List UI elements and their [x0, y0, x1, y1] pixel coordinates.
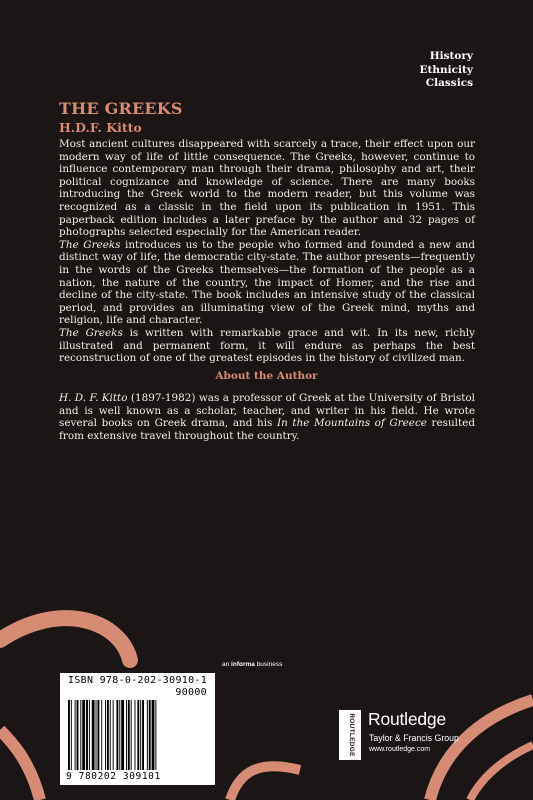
book-title-italic: In the Mountains of Greece	[276, 417, 427, 430]
book-title: THE GREEKS	[59, 99, 183, 118]
informa-suffix: business	[254, 661, 283, 668]
isbn-label: ISBN 978-0-202-30910-1	[68, 675, 208, 686]
publisher-name: Routledge	[368, 709, 446, 729]
publisher-block	[339, 710, 469, 770]
publisher-group: Taylor & Francis Group	[369, 733, 459, 743]
description-paragraph-3	[59, 327, 475, 365]
about-text-2: resulted from extensive travel throughout the country.	[59, 417, 475, 442]
description-text: is written with remarkable grace and wit. In its new, richly illustrated and permanent form, it will endure as perhaps the best reconstruction of one of the greatest episodes in the history of civilized man.	[59, 326, 475, 365]
title-italic: The Greeks	[59, 326, 123, 339]
informa-brand: informa	[231, 661, 255, 668]
informa-business-tag	[222, 661, 282, 668]
category-history: History	[429, 50, 473, 62]
category-classics: Classics	[425, 77, 473, 89]
book-author: H.D.F. Kitto	[59, 120, 142, 135]
title-italic: The Greeks	[59, 238, 121, 251]
routledge-logo-icon	[339, 710, 361, 760]
subject-categories	[420, 50, 473, 91]
description-text: introduces us to the people who formed and founded a new and distinct way of life, the democratic city-state. The author presents—frequently in the words of the Greeks themselves—the formation of the people as a nation, the nature of the country, the impact of Homer, and the rise and decline of the city-state. The book includes an intensive study of the classical period, and provides an illuminating view of the Greek mind, myths and religion, life and character.	[59, 238, 475, 327]
barcode-digits: 9 780202 309101	[66, 771, 161, 782]
barcode-panel	[60, 673, 215, 785]
description-paragraph-2	[59, 239, 475, 327]
description-paragraph-1: Most ancient cultures disappeared with scarcely a trace, their effect upon our modern way of life of little consequence. The Greeks, however, continue to influence contemporary man through their drama, philosophy and art, their political cognizance and knowledge of science. There are many books introducing the Greek world to the modern reader, but this volume was recognized as a classic in the field upon its publication in 1951. This paperback edition includes a later preface by the author and 32 pages of photographs selected especially for the American reader.	[59, 138, 475, 239]
publisher-url: www.routledge.com	[369, 746, 431, 753]
informa-prefix: an	[222, 661, 232, 668]
author-name-italic: H. D. F. Kitto	[59, 392, 128, 404]
about-paragraph	[59, 392, 475, 442]
price-code: 90000	[175, 687, 207, 698]
about-text-1: (1897-1982) was a professor of Greek at the University of Bristol and is well known as a scholar, teacher, and writer in his field. He wrote several books on Greek drama, and his	[59, 392, 475, 430]
category-ethnicity: Ethnicity	[419, 63, 473, 76]
barcode-icon	[68, 686, 180, 771]
svg-text:ROUTLEDGE: ROUTLEDGE	[348, 713, 355, 757]
about-author-heading: About the Author	[215, 370, 318, 382]
about-author-text	[59, 392, 475, 442]
book-description	[59, 138, 475, 365]
